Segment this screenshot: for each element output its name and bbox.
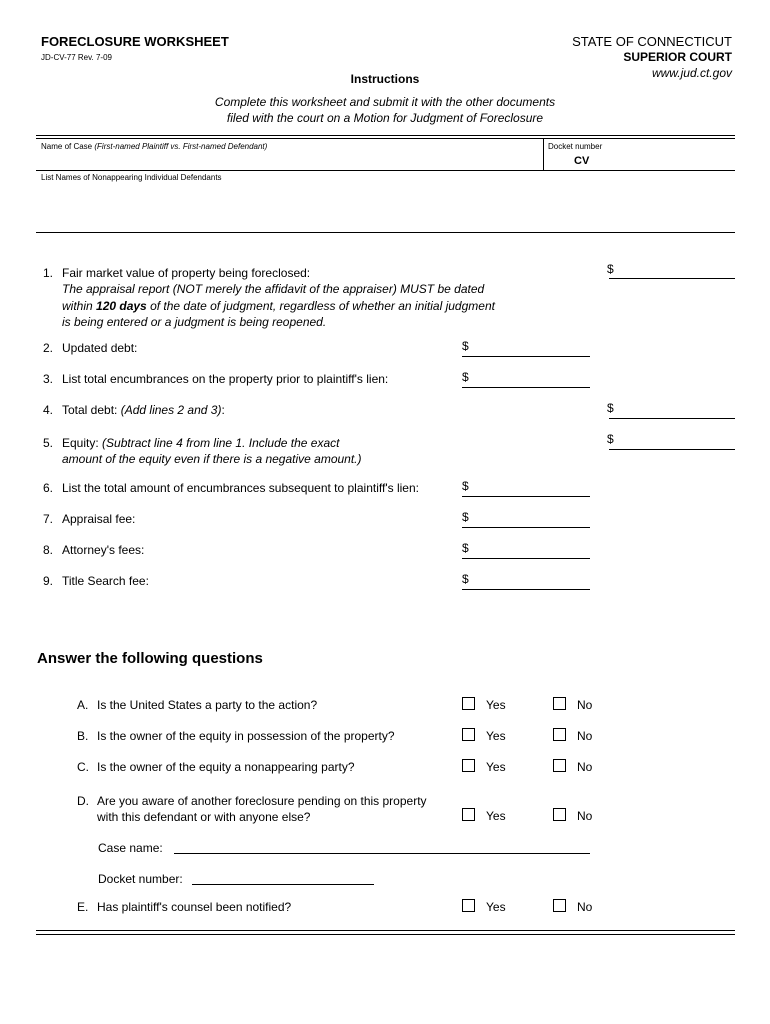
item-8-label: Attorney's fees: <box>62 543 145 557</box>
item-1-note: The appraisal report (NOT merely the affidavit of the appraiser) MUST be dated <box>62 282 485 296</box>
currency-symbol: $ <box>462 510 469 524</box>
no-label: No <box>577 809 593 823</box>
case-name-field[interactable] <box>40 152 540 168</box>
item-8-amount-field[interactable] <box>462 558 590 559</box>
docket-number-field[interactable] <box>192 884 374 885</box>
yes-label: Yes <box>486 729 506 743</box>
question-b-yes-checkbox[interactable] <box>462 728 475 741</box>
docket-number-prefix: CV <box>574 155 590 167</box>
divider <box>36 232 735 233</box>
question-c-letter: C. <box>77 760 89 774</box>
question-d-letter: D. <box>77 794 89 808</box>
form-title: FORECLOSURE WORKSHEET <box>41 34 229 49</box>
item-5-number: 5. <box>43 436 54 450</box>
item-6-label: List the total amount of encumbrances subsequent to plaintiff's lien: <box>62 481 419 495</box>
item-7-number: 7. <box>43 512 54 526</box>
instructions-line-2: filed with the court on a Motion for Judgment of Foreclosure <box>226 111 544 125</box>
item-5-label: Equity: (Subtract line 4 from line 1. Include the exact <box>62 436 340 450</box>
currency-symbol: $ <box>462 479 469 493</box>
question-e-text: Has plaintiff's counsel been notified? <box>97 900 292 914</box>
currency-symbol: $ <box>607 401 614 415</box>
item-2-label: Updated debt: <box>62 341 138 355</box>
question-a-letter: A. <box>77 698 89 712</box>
no-label: No <box>577 698 593 712</box>
case-name-label: Name of Case (First-named Plaintiff vs. First-named Defendant) <box>41 142 268 151</box>
state-name: STATE OF CONNECTICUT <box>572 34 732 49</box>
item-8-number: 8. <box>43 543 54 557</box>
instructions-title: Instructions <box>350 72 420 86</box>
question-a-yes-checkbox[interactable] <box>462 697 475 710</box>
question-b-no-checkbox[interactable] <box>553 728 566 741</box>
currency-symbol: $ <box>462 572 469 586</box>
item-9-amount-field[interactable] <box>462 589 590 590</box>
item-3-number: 3. <box>43 372 54 386</box>
item-6-amount-field[interactable] <box>462 496 590 497</box>
question-d-yes-checkbox[interactable] <box>462 808 475 821</box>
item-2-number: 2. <box>43 341 54 355</box>
question-d-text: Are you aware of another foreclosure pending on this property <box>97 794 427 808</box>
item-2-amount-field[interactable] <box>462 356 590 357</box>
question-c-no-checkbox[interactable] <box>553 759 566 772</box>
item-3-label: List total encumbrances on the property prior to plaintiff's lien: <box>62 372 389 386</box>
question-a-text: Is the United States a party to the action? <box>97 698 318 712</box>
no-label: No <box>577 900 593 914</box>
case-name-label: Case name: <box>98 841 163 855</box>
item-4-label: Total debt: (Add lines 2 and 3): <box>62 403 225 417</box>
yes-label: Yes <box>486 809 506 823</box>
item-1-number: 1. <box>43 266 54 280</box>
form-number: JD-CV-77 Rev. 7-09 <box>41 53 112 62</box>
docket-number-label: Docket number: <box>98 872 183 886</box>
currency-symbol: $ <box>607 432 614 446</box>
currency-symbol: $ <box>462 339 469 353</box>
yes-label: Yes <box>486 760 506 774</box>
item-1-amount-field[interactable] <box>609 278 735 279</box>
question-b-text: Is the owner of the equity in possession of the property? <box>97 729 395 743</box>
question-c-text: Is the owner of the equity a nonappearing party? <box>97 760 355 774</box>
nonappearing-defendants-field[interactable] <box>40 184 732 230</box>
question-d-text: with this defendant or with anyone else? <box>97 810 311 824</box>
item-7-amount-field[interactable] <box>462 527 590 528</box>
item-5-note: amount of the equity even if there is a negative amount.) <box>62 452 362 466</box>
item-7-label: Appraisal fee: <box>62 512 136 526</box>
question-e-no-checkbox[interactable] <box>553 899 566 912</box>
questions-heading: Answer the following questions <box>37 650 263 667</box>
currency-symbol: $ <box>462 541 469 555</box>
item-1-label: Fair market value of property being foreclosed: <box>62 266 311 280</box>
divider <box>36 138 735 139</box>
yes-label: Yes <box>486 900 506 914</box>
question-e-letter: E. <box>77 900 89 914</box>
currency-symbol: $ <box>462 370 469 384</box>
case-name-field[interactable] <box>174 853 590 854</box>
divider <box>36 135 735 136</box>
currency-symbol: $ <box>607 262 614 276</box>
question-b-letter: B. <box>77 729 89 743</box>
nonappearing-defendants-label: List Names of Nonappearing Individual Defendants <box>41 173 222 182</box>
divider <box>36 934 735 935</box>
docket-number-field[interactable] <box>594 152 732 168</box>
item-4-number: 4. <box>43 403 54 417</box>
question-d-no-checkbox[interactable] <box>553 808 566 821</box>
yes-label: Yes <box>486 698 506 712</box>
item-5-amount-field[interactable] <box>609 449 735 450</box>
item-4-amount-field[interactable] <box>609 418 735 419</box>
docket-number-label: Docket number <box>548 142 603 151</box>
item-6-number: 6. <box>43 481 54 495</box>
item-1-note: is being entered or a judgment is being reopened. <box>62 315 327 329</box>
question-c-yes-checkbox[interactable] <box>462 759 475 772</box>
divider <box>543 138 544 170</box>
question-e-yes-checkbox[interactable] <box>462 899 475 912</box>
item-9-number: 9. <box>43 574 54 588</box>
no-label: No <box>577 760 593 774</box>
instructions-line-1: Complete this worksheet and submit it with the other documents <box>214 95 556 109</box>
divider <box>36 930 735 931</box>
divider <box>36 170 735 171</box>
website-link[interactable]: www.jud.ct.gov <box>651 66 732 80</box>
item-9-label: Title Search fee: <box>62 574 149 588</box>
no-label: No <box>577 729 593 743</box>
item-3-amount-field[interactable] <box>462 387 590 388</box>
item-1-note: within 120 days of the date of judgment, regardless of whether an initial judgment <box>62 299 495 313</box>
question-a-no-checkbox[interactable] <box>553 697 566 710</box>
court-name: SUPERIOR COURT <box>623 50 732 64</box>
